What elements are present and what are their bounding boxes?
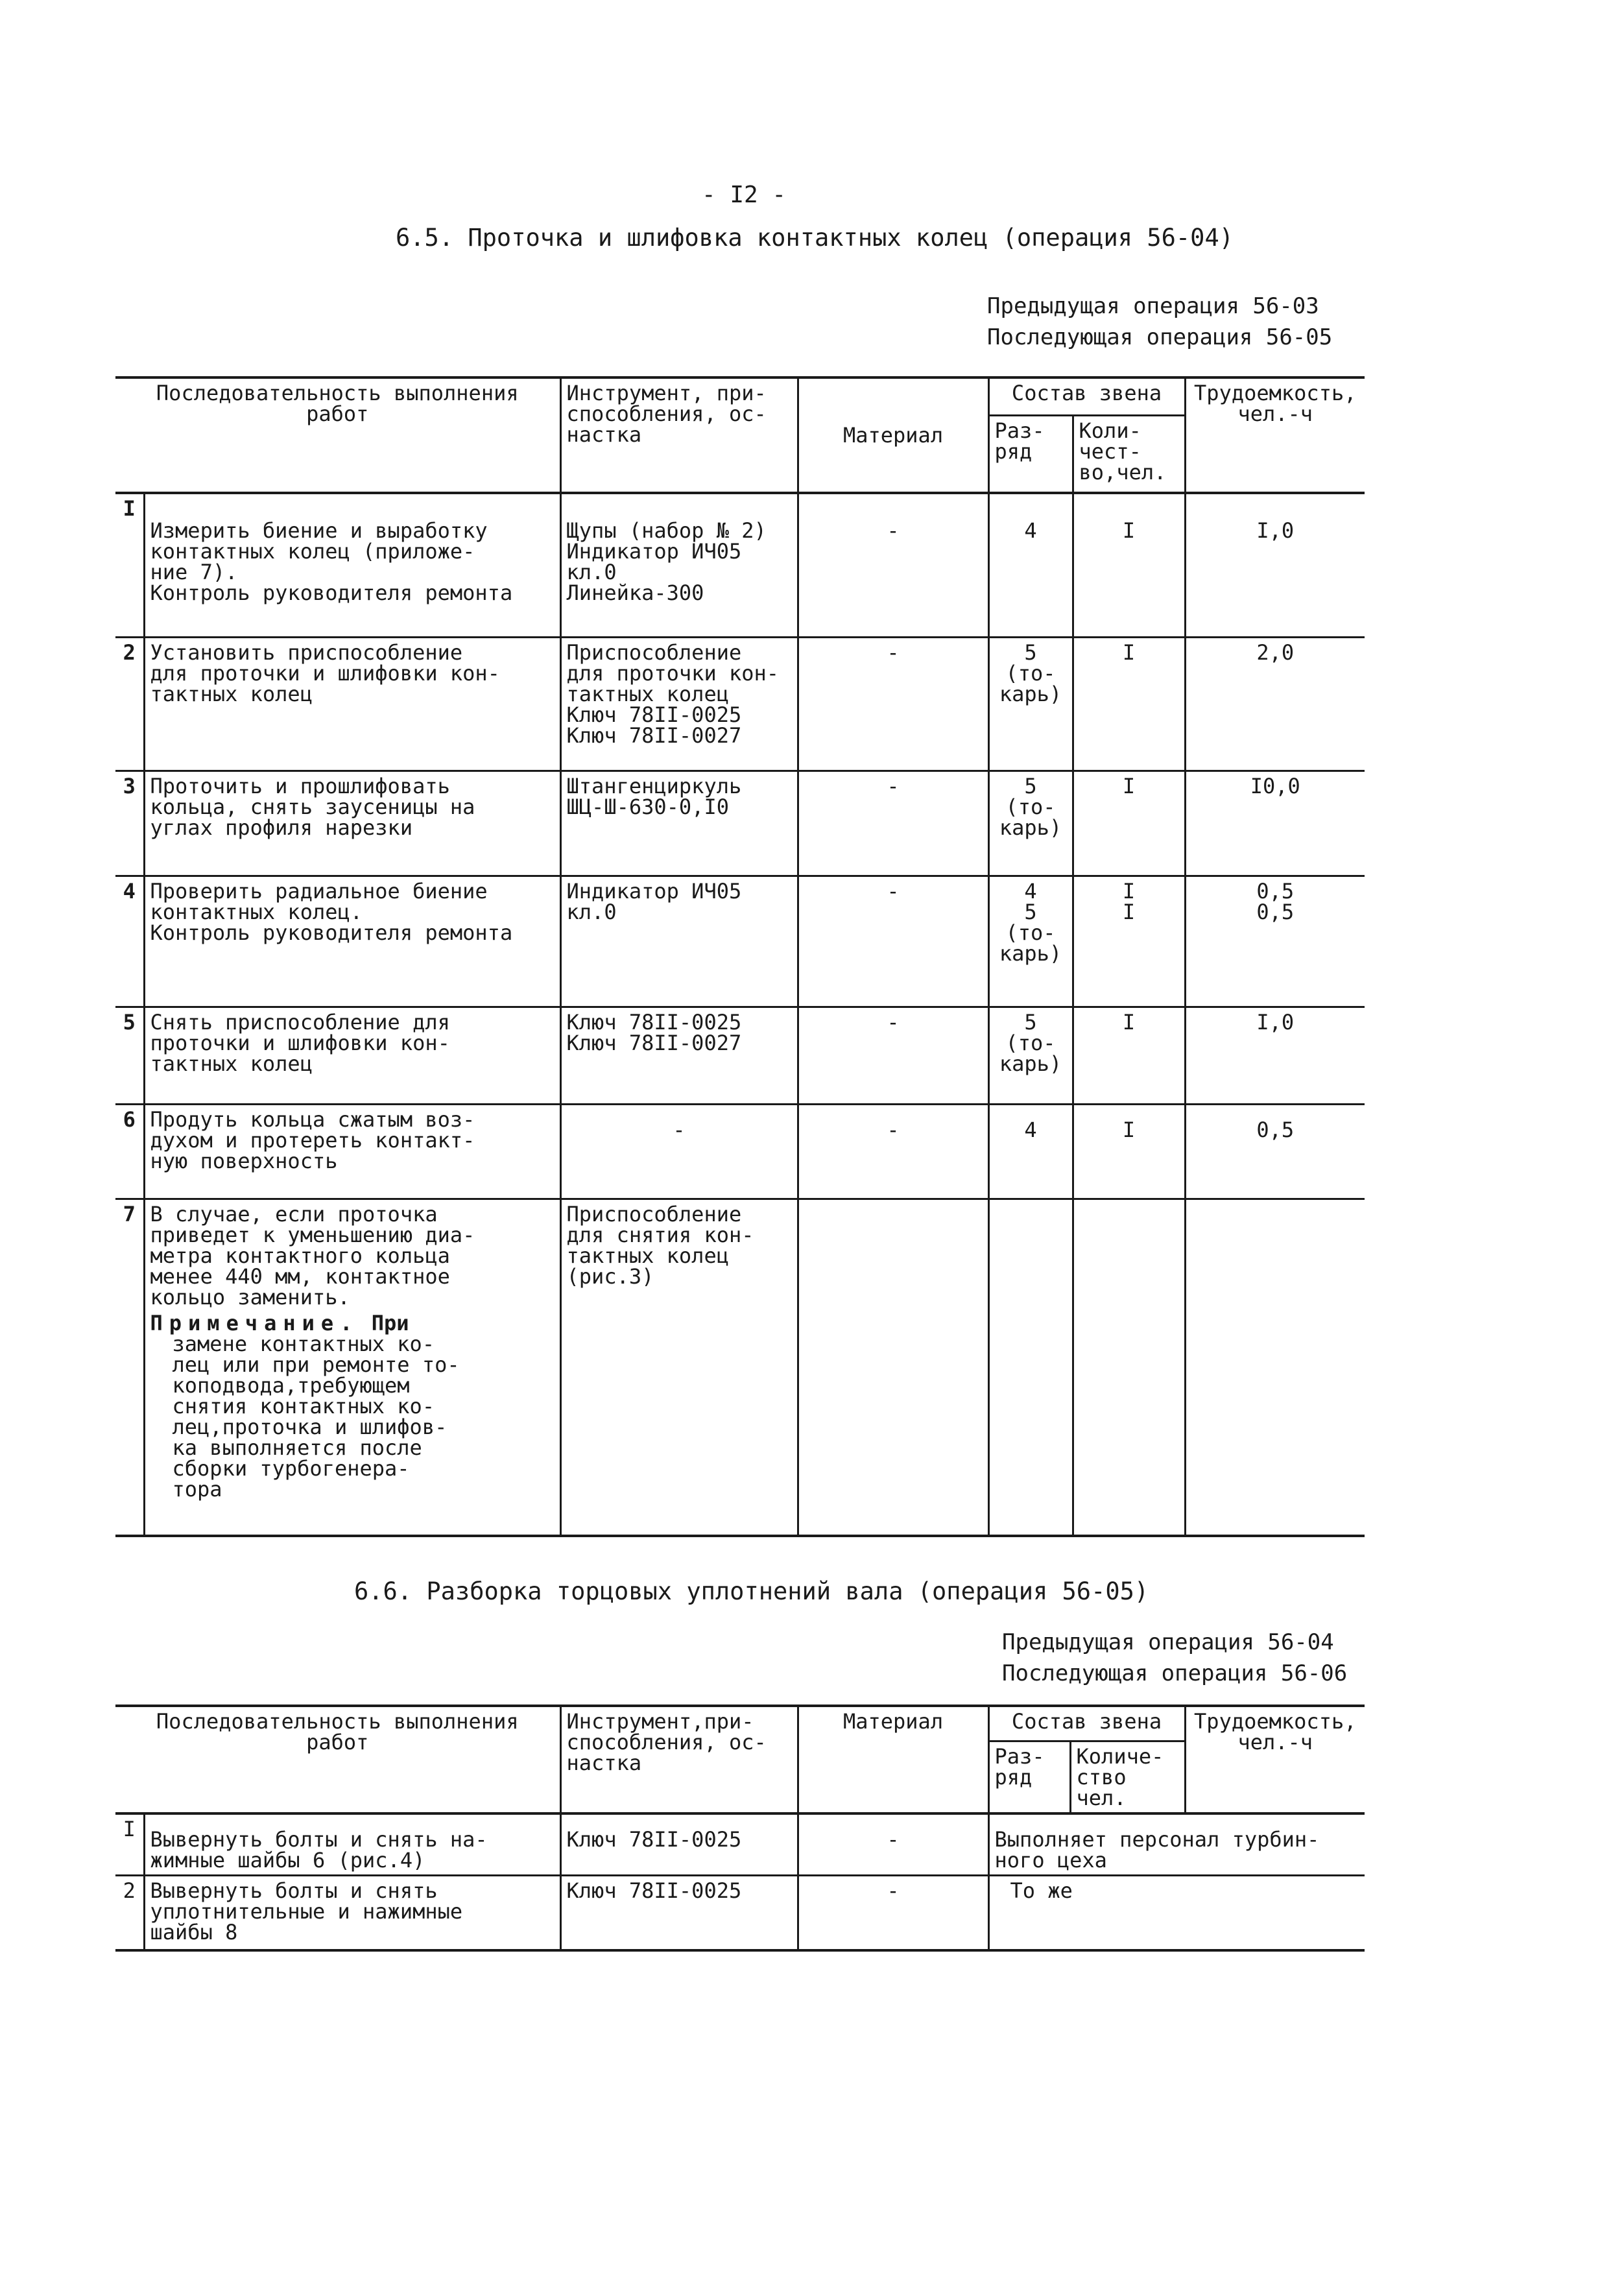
header-tools: Инструмент, при- способления, ос- настка xyxy=(560,377,798,493)
tools-text: Индикатор ИЧ05 кл.0 xyxy=(560,876,798,1007)
work-cell xyxy=(144,1199,560,1536)
tools-text: Ключ 78II-0025 xyxy=(560,1875,798,1950)
table-row xyxy=(115,771,1365,876)
section-title: 6.5. Проточка и шлифовка контактных колец (операция 56-04) xyxy=(396,224,1234,252)
labor-text: 2,0 xyxy=(1185,637,1365,771)
previous-operation: Предыдущая операция 56-03 xyxy=(987,293,1319,319)
header-material: Материал xyxy=(798,1706,988,1813)
material-text: - xyxy=(798,1104,988,1199)
work-text: Установить приспособление для проточки и шлифовки кон- тактных колец xyxy=(144,637,560,771)
header-grade: Раз- ряд xyxy=(988,1741,1070,1813)
count-text: I I xyxy=(1073,876,1185,1007)
row-number: 2 xyxy=(115,637,144,771)
count-text: I xyxy=(1073,1104,1185,1199)
table-row xyxy=(115,1199,1365,1536)
header-sequence: Последовательность выполнения работ xyxy=(115,1706,560,1813)
work-text: Проверить радиальное биение контактных колец. Контроль руководителя ремонта xyxy=(144,876,560,1007)
tools-text: - xyxy=(560,1104,798,1199)
header-count: Коли- чест- во,чел. xyxy=(1073,415,1185,493)
work-text: Вывернуть болты и снять уплотнительные и нажимные шайбы 8 xyxy=(144,1875,560,1950)
row-number: 4 xyxy=(115,876,144,1007)
grade-text: 5 (то- карь) xyxy=(988,1007,1073,1104)
grade-text: 4 xyxy=(988,1104,1073,1199)
work-text: Измерить биение и выработку контактных колец (приложе- ние 7). Контроль руководителя ремонта xyxy=(144,493,560,637)
previous-operation: Предыдущая операция 56-04 xyxy=(1002,1629,1334,1655)
work-text: Продуть кольца сжатым воз- духом и протереть контакт- ную поверхность xyxy=(144,1104,560,1199)
tools-text: Ключ 78II-0025 xyxy=(560,1813,798,1876)
count-text: I xyxy=(1073,1007,1185,1104)
row-number: I xyxy=(115,493,144,637)
note xyxy=(150,1310,555,1335)
grade-text: 4 xyxy=(988,493,1073,637)
header-labor: Трудоемкость, чел.-ч xyxy=(1185,377,1365,493)
material-text xyxy=(798,1199,988,1536)
labor-text xyxy=(1185,1199,1365,1536)
material-text: - xyxy=(798,1813,988,1876)
tools-text: Штангенциркуль ШЦ-Ш-630-0,I0 xyxy=(560,771,798,876)
header-crew: Состав звена xyxy=(988,377,1185,415)
work-text: В случае, если проточка приведет к уменьшению диа- метра контактного кольца менее 440 мм, контактное кольцо заменить. xyxy=(150,1201,475,1310)
row-number: 5 xyxy=(115,1007,144,1104)
row-number: 3 xyxy=(115,771,144,876)
tools-text: Ключ 78II-0025 Ключ 78II-0027 xyxy=(560,1007,798,1104)
header-tools: Инструмент,при- способления, ос- настка xyxy=(560,1706,798,1813)
work-text: Проточить и прошлифовать кольца, снять заусеницы на углах профиля нарезки xyxy=(144,771,560,876)
material-text: - xyxy=(798,637,988,771)
next-operation: Последующая операция 56-06 xyxy=(1002,1660,1348,1686)
header-sequence: Последовательность выполнения работ xyxy=(115,377,560,493)
note-body: замене контактных ко- лец или при ремонте то- коподвода,требующем снятия контактных ко- лец,проточка и шлифов- ка выполняется после сборки турбогенера- тора xyxy=(172,1331,460,1501)
grade-text: 4 5 (то- карь) xyxy=(988,876,1073,1007)
row-number: 6 xyxy=(115,1104,144,1199)
merged-crew-note: Выполняет персонал турбин- ного цеха xyxy=(988,1813,1365,1876)
header-labor: Трудоемкость, чел.-ч xyxy=(1185,1706,1365,1813)
next-operation: Последующая операция 56-05 xyxy=(987,324,1333,350)
header-material: Материал xyxy=(798,377,988,493)
header-grade: Раз- ряд xyxy=(988,415,1073,493)
table-row xyxy=(115,1007,1365,1104)
operation-table xyxy=(115,1705,1365,1952)
work-text: Вывернуть болты и снять на- жимные шайбы 6 (рис.4) xyxy=(144,1813,560,1876)
material-text: - xyxy=(798,493,988,637)
grade-text: 5 (то- карь) xyxy=(988,637,1073,771)
labor-text: I,0 xyxy=(1185,493,1365,637)
labor-text: 0,5 0,5 xyxy=(1185,876,1365,1007)
row-number: I xyxy=(115,1813,144,1876)
table-row xyxy=(115,493,1365,637)
count-text: I xyxy=(1073,637,1185,771)
labor-text: 0,5 xyxy=(1185,1104,1365,1199)
merged-crew-note: То же xyxy=(988,1875,1365,1950)
row-number: 2 xyxy=(115,1875,144,1950)
count-text: I xyxy=(1073,771,1185,876)
operation-table xyxy=(115,376,1365,1537)
material-text: - xyxy=(798,771,988,876)
material-text: - xyxy=(798,876,988,1007)
table-row xyxy=(115,876,1365,1007)
grade-text: 5 (то- карь) xyxy=(988,771,1073,876)
table-row xyxy=(115,1813,1365,1876)
table-row xyxy=(115,1104,1365,1199)
material-text: - xyxy=(798,1007,988,1104)
note-first-word: При xyxy=(371,1310,409,1335)
material-text: - xyxy=(798,1875,988,1950)
header-crew: Состав звена xyxy=(988,1706,1185,1741)
work-text: Снять приспособление для проточки и шлифовки кон- тактных колец xyxy=(144,1007,560,1104)
table-row xyxy=(115,637,1365,771)
section-title: 6.6. Разборка торцовых уплотнений вала (операция 56-05) xyxy=(354,1577,1149,1605)
page-number: - I2 - xyxy=(702,182,787,208)
note-label: Примечание. xyxy=(150,1310,359,1335)
table-row xyxy=(115,1875,1365,1950)
labor-text: I,0 xyxy=(1185,1007,1365,1104)
grade-text xyxy=(988,1199,1073,1536)
count-text: I xyxy=(1073,493,1185,637)
tools-text: Приспособление для проточки кон- тактных колец Ключ 78II-0025 Ключ 78II-0027 xyxy=(560,637,798,771)
row-number: 7 xyxy=(115,1199,144,1536)
tools-text: Щупы (набор № 2) Индикатор ИЧ05 кл.0 Линейка-300 xyxy=(560,493,798,637)
header-count: Количе- ство чел. xyxy=(1070,1741,1185,1813)
tools-text: Приспособление для снятия кон- тактных колец (рис.3) xyxy=(560,1199,798,1536)
labor-text: I0,0 xyxy=(1185,771,1365,876)
count-text xyxy=(1073,1199,1185,1536)
